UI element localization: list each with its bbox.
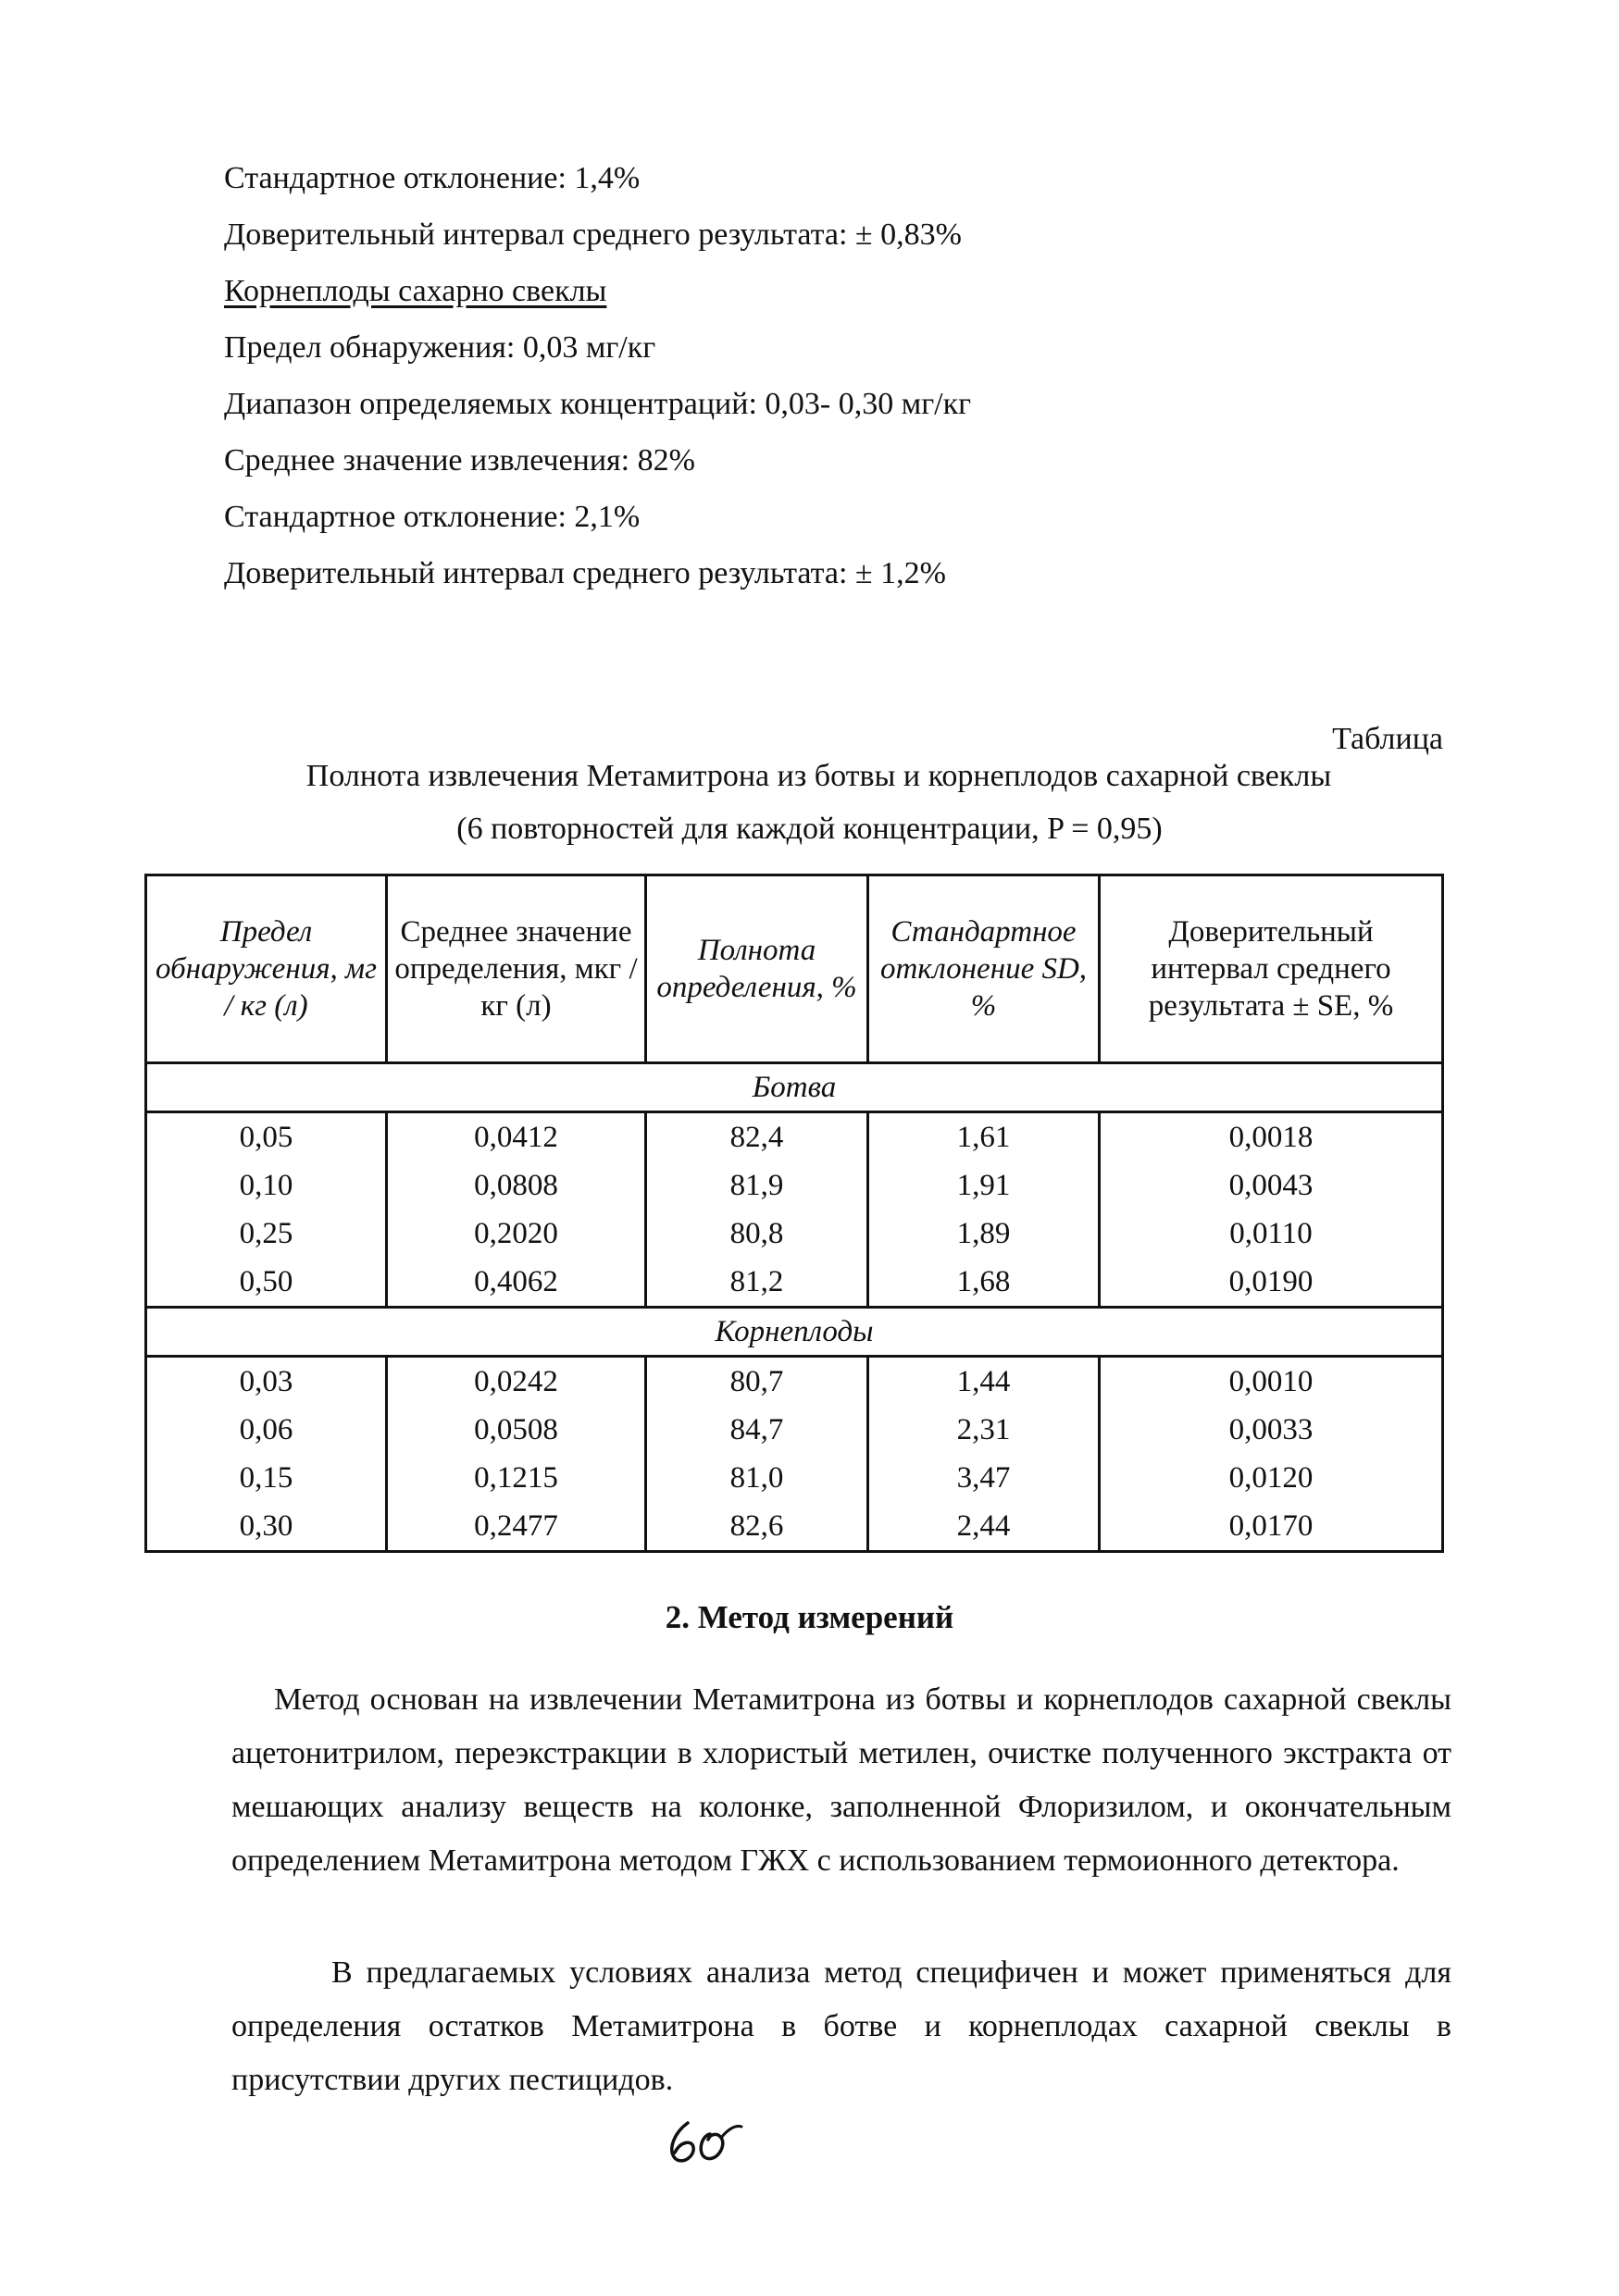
table-cell: 1,44	[868, 1357, 1100, 1407]
table-cell: 0,2477	[387, 1502, 646, 1552]
table-cell: 0,10	[146, 1161, 387, 1210]
table-cell: 0,0010	[1100, 1357, 1443, 1407]
section-row	[146, 1308, 1443, 1357]
table-cell: 0,0033	[1100, 1406, 1443, 1454]
table-cell: 0,03	[146, 1357, 387, 1407]
table-cell: 0,15	[146, 1454, 387, 1502]
table-cell: 0,0242	[387, 1357, 646, 1407]
mean-recovery-line: Среднее значение извлечения: 82%	[224, 443, 695, 478]
method-paragraph-1: Метод основан на извлечении Метамитрона из ботвы и корнеплодов сахарной свеклы ацетонитрилом, переэкстракции в хлористый метилен, очистке полученного экстракта от мешающих анализу веществ на колонке, заполненной Флоризилом, и окончательным определением Метамитрона методом ГЖХ с использованием термоионного детектора.	[231, 1682, 1451, 1878]
table-cell: 1,89	[868, 1210, 1100, 1258]
table-cell: 0,0018	[1100, 1112, 1443, 1162]
header-mean-value: Среднее значение определения, мкг / кг (л)	[387, 875, 646, 1063]
table-cell: 1,68	[868, 1258, 1100, 1308]
table-row	[146, 1406, 1443, 1454]
handwritten-page-number	[662, 2112, 745, 2167]
section-label-roots: Корнеплоды	[146, 1308, 1443, 1357]
table-cell: 0,0110	[1100, 1210, 1443, 1258]
table-cell: 0,05	[146, 1112, 387, 1162]
roots-std-dev-line: Стандартное отклонение: 2,1%	[224, 500, 641, 534]
table-row	[146, 1258, 1443, 1308]
table-header-row	[146, 875, 1443, 1063]
table-cell: 81,2	[646, 1258, 868, 1308]
table-cell: 82,6	[646, 1502, 868, 1552]
table-cell: 81,9	[646, 1161, 868, 1210]
table-cell: 0,0508	[387, 1406, 646, 1454]
table-cell: 2,44	[868, 1502, 1100, 1552]
table-cell: 0,2020	[387, 1210, 646, 1258]
std-dev-line: Стандартное отклонение: 1,4%	[224, 161, 641, 195]
header-detection-limit: Предел обнаружения, мг / кг (л)	[146, 875, 387, 1063]
header-conf-interval: Доверительный интервал среднего результата ± SE, %	[1100, 875, 1443, 1063]
table-row	[146, 1112, 1443, 1162]
table-label: Таблица	[1332, 722, 1443, 756]
table-cell: 80,7	[646, 1357, 868, 1407]
table-cell: 1,61	[868, 1112, 1100, 1162]
method-heading: 2. Метод измерений	[665, 1599, 954, 1635]
validation-stats	[224, 150, 971, 602]
table-cell: 0,0808	[387, 1161, 646, 1210]
table-cell: 3,47	[868, 1454, 1100, 1502]
table-cell: 0,25	[146, 1210, 387, 1258]
detection-limit-line: Предел обнаружения: 0,03 мг/кг	[224, 330, 656, 365]
table-cell: 0,0170	[1100, 1502, 1443, 1552]
table-cell: 80,8	[646, 1210, 868, 1258]
table-cell: 0,0412	[387, 1112, 646, 1162]
table-cell: 0,1215	[387, 1454, 646, 1502]
table-row	[146, 1357, 1443, 1407]
table-cell: 84,7	[646, 1406, 868, 1454]
table-row	[146, 1210, 1443, 1258]
table-cell: 0,06	[146, 1406, 387, 1454]
table-cell: 0,4062	[387, 1258, 646, 1308]
range-line: Диапазон определяемых концентраций: 0,03- 0,30 мг/кг	[224, 387, 972, 421]
table-row	[146, 1454, 1443, 1502]
table-subtitle: (6 повторностей для каждой концентрации, P = 0,95)	[456, 812, 1163, 846]
table-cell: 1,91	[868, 1161, 1100, 1210]
table-cell: 0,50	[146, 1258, 387, 1308]
table-cell: 82,4	[646, 1112, 868, 1162]
roots-conf-interval-line: Доверительный интервал среднего результата: ± 1,2%	[224, 556, 946, 590]
table-row	[146, 1502, 1443, 1552]
conf-interval-line: Доверительный интервал среднего результата: ± 0,83%	[224, 217, 962, 252]
table-cell: 0,0120	[1100, 1454, 1443, 1502]
table-cell: 2,31	[868, 1406, 1100, 1454]
header-std-dev: Стандартное отклонение SD, %	[868, 875, 1100, 1063]
section-row	[146, 1063, 1443, 1112]
method-paragraph-2: В предлагаемых условиях анализа метод специфичен и может применяться для определения остатков Метамитрона в ботве и корнеплодах сахарной свеклы в присутствии других пестицидов.	[231, 1955, 1451, 2097]
table-cell: 0,30	[146, 1502, 387, 1552]
table-title: Полнота извлечения Метамитрона из ботвы и корнеплодов сахарной свеклы	[305, 759, 1332, 793]
table-cell: 0,0043	[1100, 1161, 1443, 1210]
table-row	[146, 1161, 1443, 1210]
roots-section-title: Корнеплоды сахарно свеклы	[224, 274, 607, 308]
header-recovery: Полнота определения, %	[646, 875, 868, 1063]
section-label-tops: Ботва	[146, 1063, 1443, 1112]
table-cell: 81,0	[646, 1454, 868, 1502]
table-cell: 0,0190	[1100, 1258, 1443, 1308]
recovery-table	[144, 874, 1444, 1553]
